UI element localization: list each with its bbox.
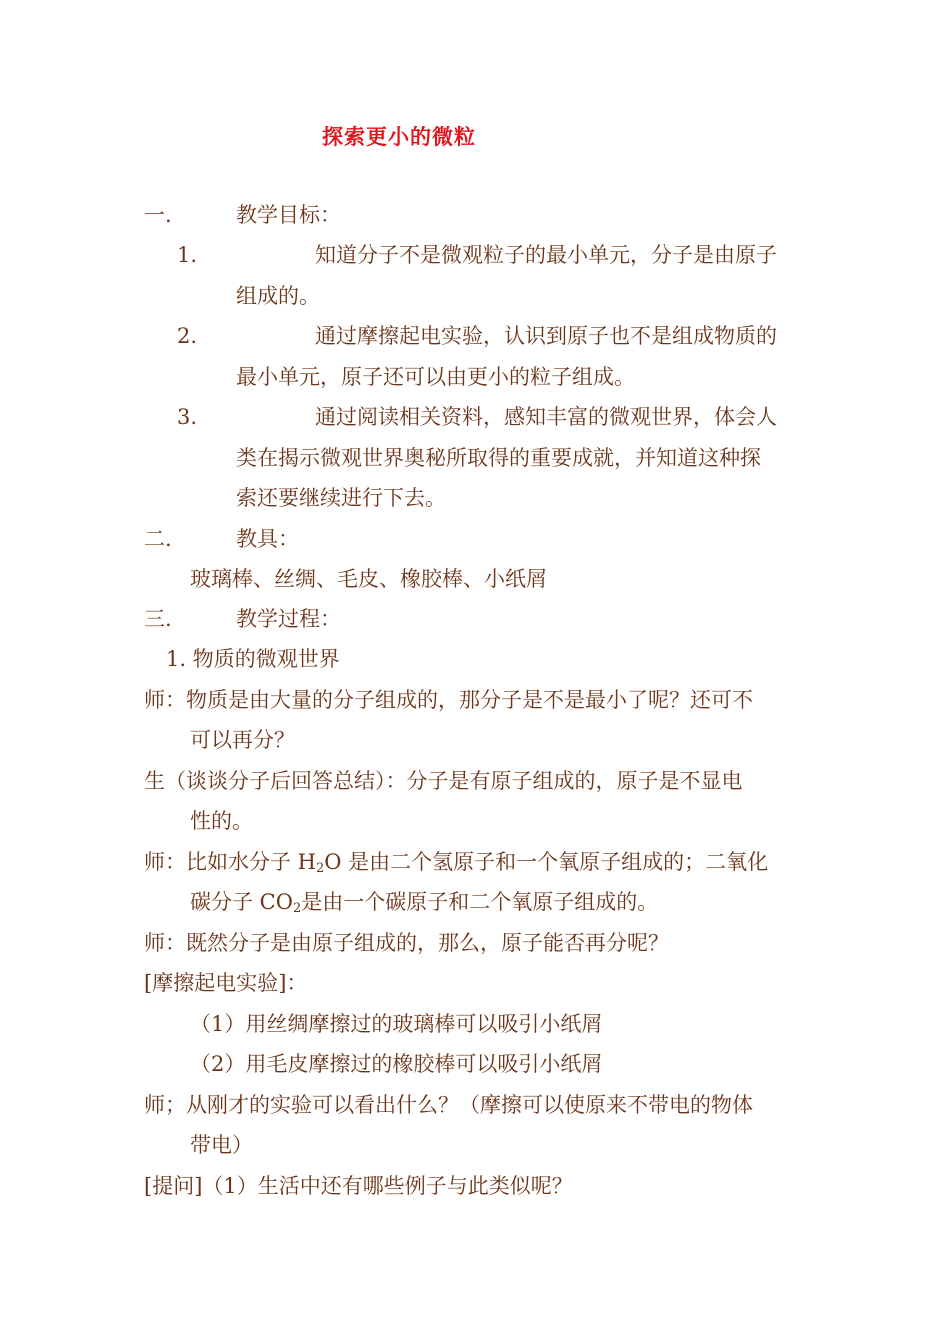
student-answer-line2: 性的。	[190, 809, 253, 833]
objective1-number: 1.	[177, 243, 198, 267]
teacher-question2: 师：既然分子是由原子组成的，那么，原子能否再分呢？	[144, 931, 669, 955]
teaching-tools-list: 玻璃棒、丝绸、毛皮、橡胶棒、小纸屑	[190, 567, 547, 591]
teacher-example-line1	[144, 847, 768, 884]
experiment-heading: [摩擦起电实验]：	[144, 971, 308, 995]
teacher-example-text-c: 碳分子 CO	[190, 890, 293, 914]
teacher-question3-line1: 师；从刚才的实验可以看出什么？（摩擦可以使原来不带电的物体	[144, 1093, 753, 1117]
teacher-question1-line1: 师：物质是由大量的分子组成的，那分子是不是最小了呢？还可不	[144, 688, 753, 712]
objective3-line1: 通过阅读相关资料，感知丰富的微观世界，体会人	[315, 405, 777, 429]
objective3-number: 3.	[177, 405, 198, 429]
teacher-example-text-d: 是由一个碳原子和二个氧原子组成的。	[301, 890, 659, 914]
objective3-line3: 索还要继续进行下去。	[236, 486, 446, 510]
teacher-question3-line2: 带电）	[190, 1133, 253, 1157]
objective1-line2: 组成的。	[236, 284, 320, 308]
section2-heading: 教具：	[236, 527, 299, 551]
objective2-line1: 通过摩擦起电实验，认识到原子也不是组成物质的	[315, 324, 777, 348]
page-title: 探索更小的微粒	[322, 124, 476, 149]
section3-number: 三.	[144, 607, 172, 631]
objective3-line2: 类在揭示微观世界奥秘所取得的重要成就，并知道这种探	[236, 446, 761, 470]
section2-number: 二.	[144, 527, 172, 551]
objective2-number: 2.	[177, 324, 198, 348]
student-answer-line1: 生（谈谈分子后回答总结）：分子是有原子组成的，原子是不显电	[144, 769, 743, 793]
section3-heading: 教学过程：	[236, 607, 341, 631]
objective2-line2: 最小单元，原子还可以由更小的粒子组成。	[236, 365, 635, 389]
teacher-example-text-a: 师：比如水分子 H	[144, 850, 316, 874]
co2-subscript: 2	[292, 901, 302, 916]
water-subscript: 2	[316, 861, 325, 876]
experiment-step1: （1）用丝绸摩擦过的玻璃棒可以吸引小纸屑	[190, 1012, 603, 1036]
section1-heading: 教学目标：	[236, 203, 341, 227]
subsection1-heading: 1. 物质的微观世界	[166, 647, 340, 671]
section1-number: 一.	[144, 203, 172, 227]
teacher-example-line2	[190, 887, 658, 924]
teacher-example-text-b: O 是由二个氢原子和一个氧原子组成的；二氧化	[324, 850, 769, 874]
experiment-step2: （2）用毛皮摩擦过的橡胶棒可以吸引小纸屑	[190, 1052, 603, 1076]
teacher-question1-line2: 可以再分？	[190, 728, 295, 752]
question-prompt1: [提问]（1）生活中还有哪些例子与此类似呢？	[144, 1174, 573, 1198]
objective1-line1: 知道分子不是微观粒子的最小单元，分子是由原子	[315, 243, 777, 267]
